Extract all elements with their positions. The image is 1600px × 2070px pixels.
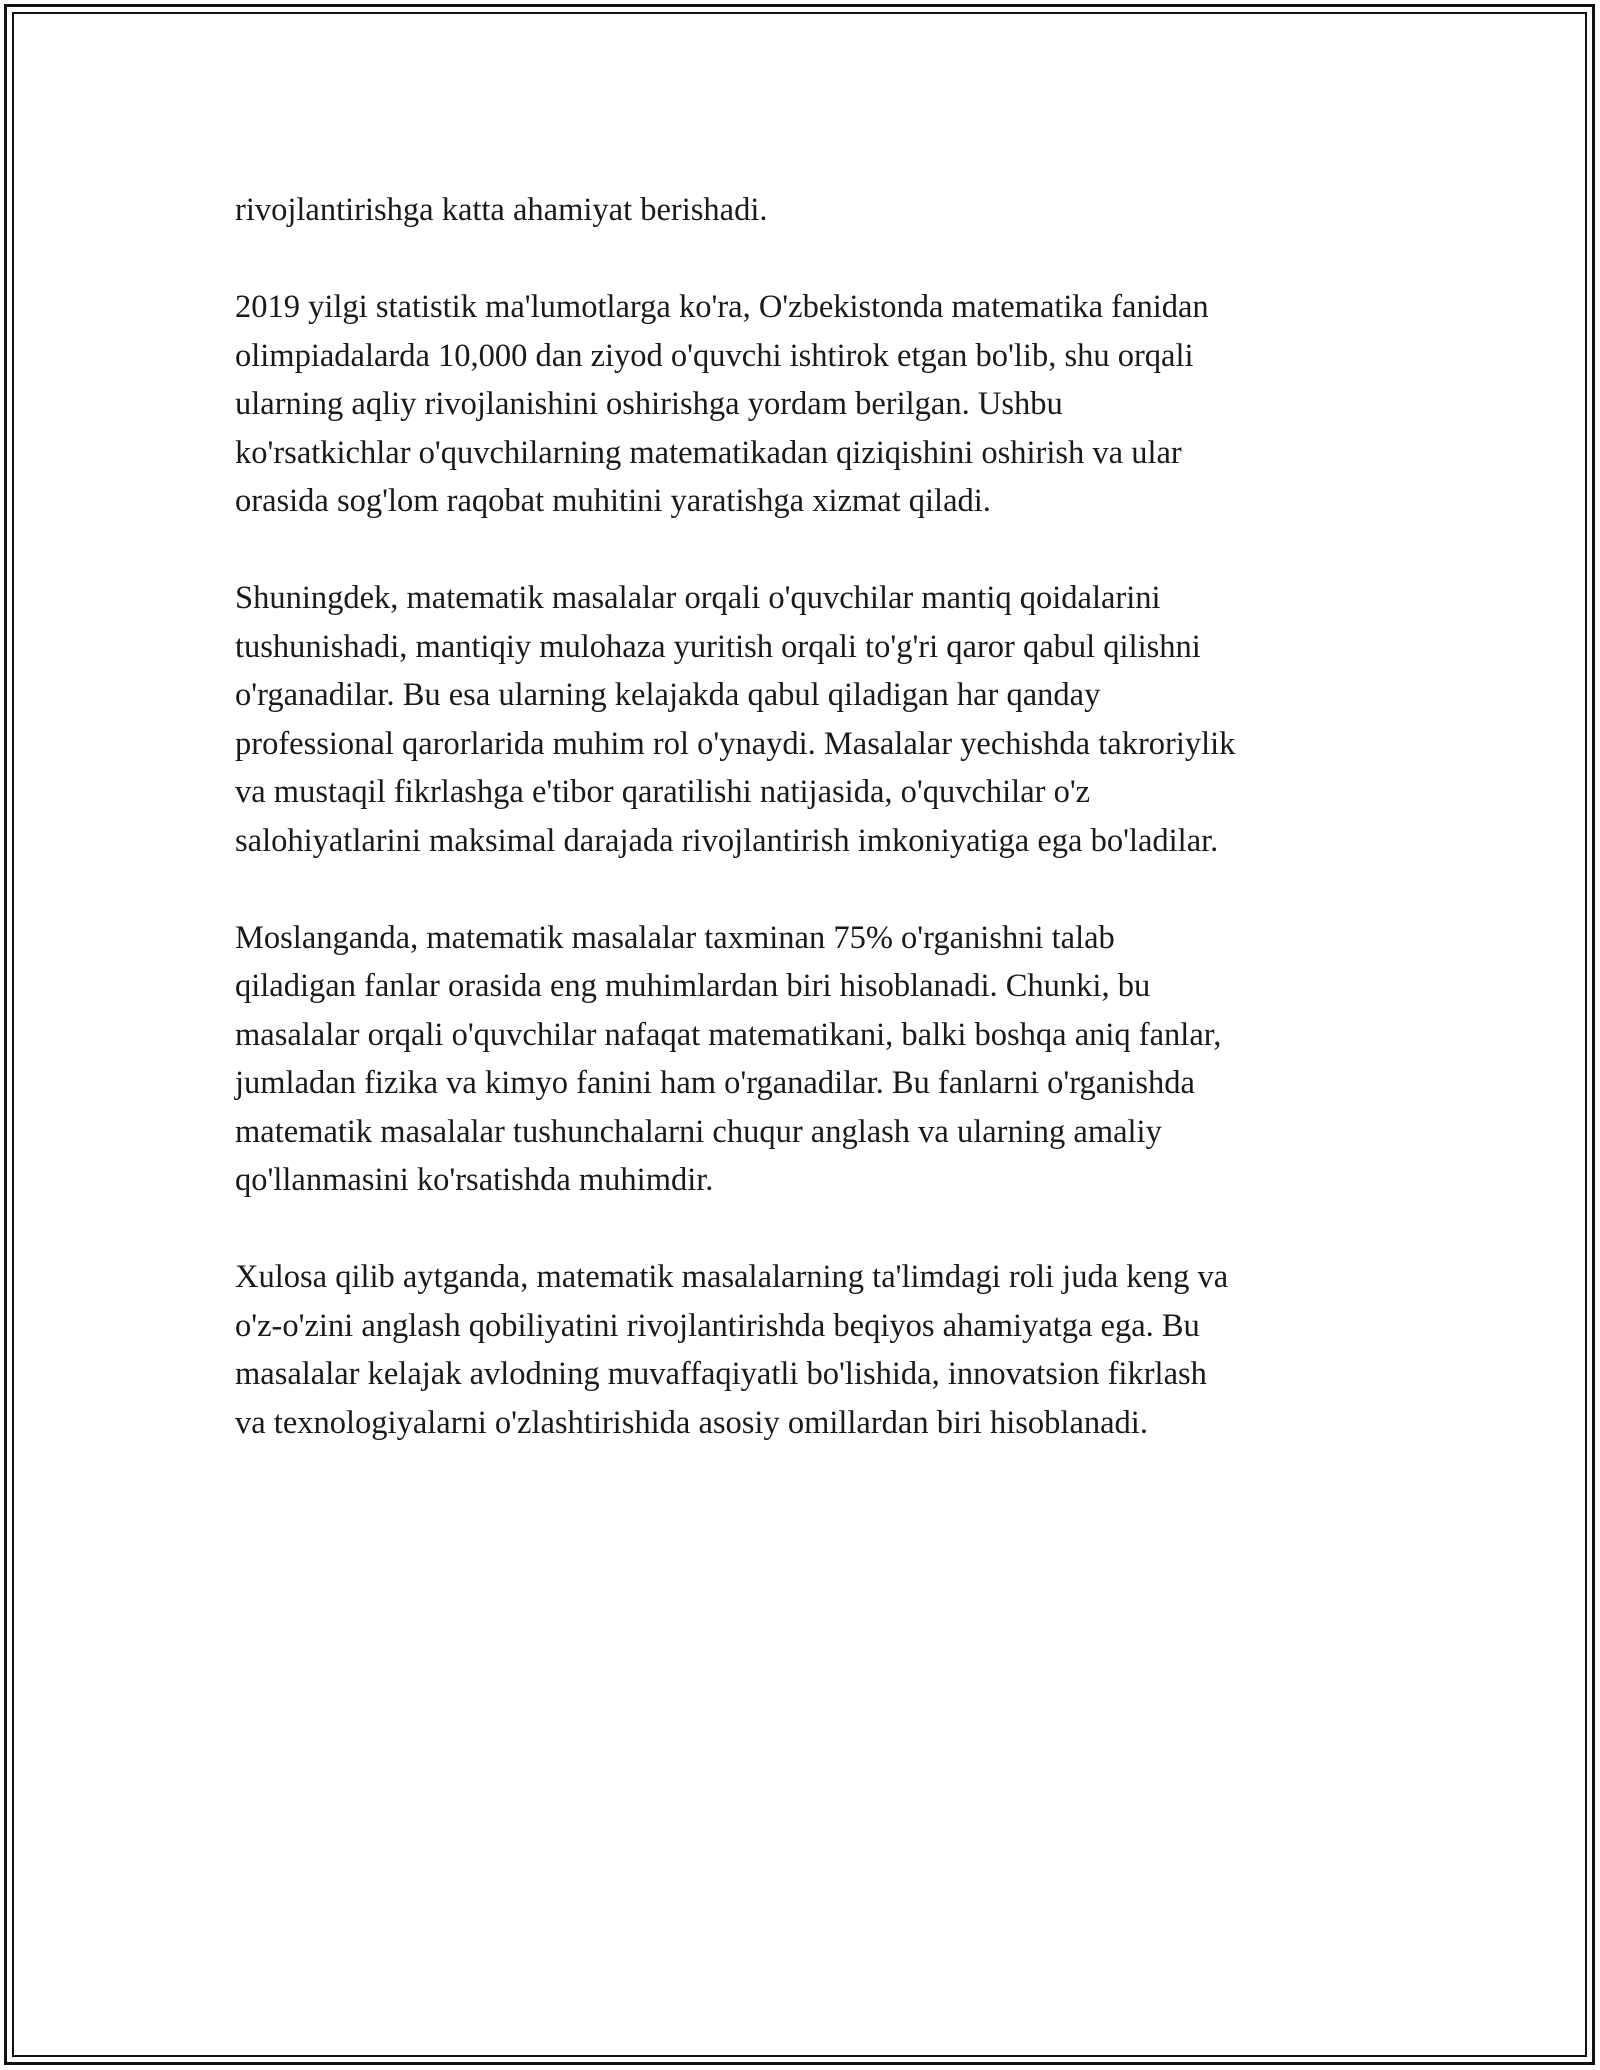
- paragraph-statistics: 2019 yilgi statistik ma'lumotlarga ko'ra, O'zbekistonda matematika fanidan olimpiadalarda 10,000 dan ziyod o'quvchi ishtirok etgan bo'lib, shu orqali ularning aqliy rivojlanishini oshirishga yordam berilgan. Ushbu ko'rsatkichlar o'quvchilarning matematikadan qiziqishini oshirish va ular orasida sog'lom raqobat muhitini yaratishga xizmat qiladi.: [235, 289, 1209, 519]
- paragraph-logic: Shuningdek, matematik masalalar orqali o'quvchilar mantiq qoidalarini tushunishadi, mantiqiy mulohaza yuritish orqali to'g'ri qaror qabul qilishni o'rganadilar. Bu esa ularning kelajakda qabul qiladigan har qanday professional qarorlarida muhim rol o'ynaydi. Masalalar yechishda takroriylik va mustaqil fikrlashga e'tibor qaratilishi natijasida, o'quvchilar o'z salohiyatlarini maksimal darajada rivojlantirish imkoniyatiga ega bo'ladilar.: [235, 580, 1236, 859]
- paragraph-sciences: Moslanganda, matematik masalalar taxminan 75% o'rganishni talab qiladigan fanlar orasida eng muhimlardan biri hisoblanadi. Chunki, bu masalalar orqali o'quvchilar nafaqat matematikani, balki boshqa aniq fanlar, jumladan fizika va kimyo fanini ham o'rganadilar. Bu fanlarni o'rganishda matematik masalalar tushunchalarni chuqur anglash va ularning amaliy qo'llanmasini ko'rsatishda muhimdir.: [235, 919, 1222, 1198]
- paragraph-conclusion: Xulosa qilib aytganda, matematik masalalarning ta'limdagi roli juda keng va o'z-o'zini anglash qobiliyatini rivojlantirishda beqiyos ahamiyatga ega. Bu masalalar kelajak avlodning muvaffaqiyatli bo'lishida, innovatsion fikrlash va texnologiyalarni o'zlashtirishida asosiy omillardan biri hisoblanadi.: [235, 1259, 1229, 1441]
- paragraph-continuation: rivojlantirishga katta ahamiyat berishadi.: [235, 192, 768, 228]
- document-body: [235, 186, 1385, 1496]
